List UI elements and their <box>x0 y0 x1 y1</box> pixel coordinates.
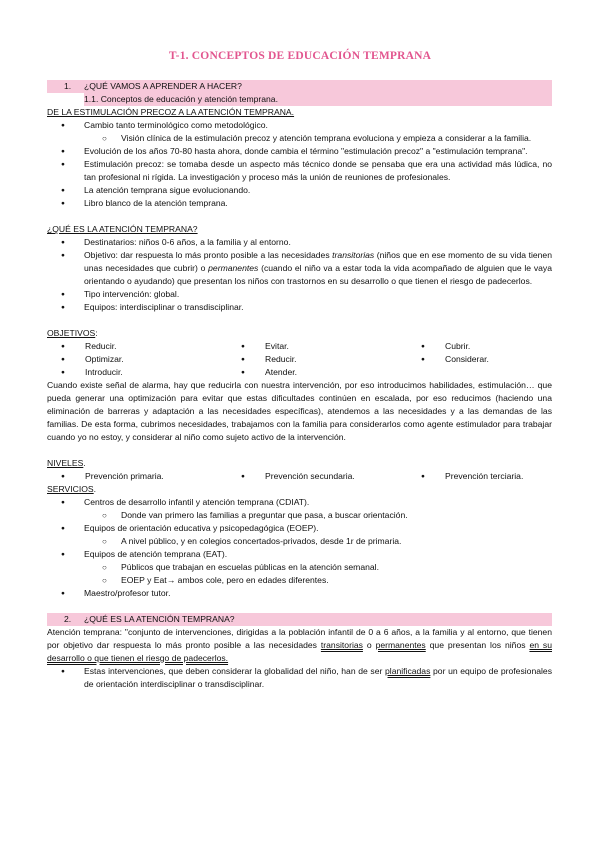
list-item: ● Cambio tanto terminológico como metodológico. <box>47 119 552 132</box>
section-number: 2. <box>64 614 72 624</box>
section-number: 1. <box>64 81 72 91</box>
section-2-heading <box>47 613 552 626</box>
section-1-heading <box>47 80 552 93</box>
page-title: T-1. CONCEPTOS DE EDUCACIÓN TEMPRANA <box>168 50 432 62</box>
objetivos-heading: OBJETIVOS: <box>47 328 98 338</box>
niveles-row <box>47 470 552 483</box>
objetivos-row-1 <box>47 340 552 353</box>
objetivos-paragraph: Cuando existe señal de alarma, hay que reducirla con nuestra intervención, por eso introducimos habilidades, estimulación… que pueda generar una optimización para evitar que estas dificultades continúen en escalada, por eso reducimos (haciendo una eliminación de barreras y adaptación a las necesidades específicas), atendemos a las necesidades y a las demandas de las familias. De esta forma, cubrimos necesidades, trabajamos con la familia para considerarlos como agente estimulador para trabajar cuando yo no estoy, y considerar al niño como sujeto activo de la intervención. <box>47 380 552 442</box>
list-item: ● Optimizar. <box>47 353 227 366</box>
sub-list-item: ○ EOEP y Eat→ ambos cole, pero en edades diferentes. <box>47 574 552 587</box>
objetivos-row-2 <box>47 353 552 366</box>
servicios-heading: SERVICIOS. <box>47 484 97 494</box>
list-item: ● Cubrir. <box>407 340 552 353</box>
list-item: ● Evitar. <box>227 340 407 353</box>
section-heading-text: ¿QUÉ ES LA ATENCIÓN TEMPRANA? <box>84 614 235 624</box>
list-item: ● Estimulación precoz: se tomaba desde un aspecto más técnico donde se pensaba que era una actividad más lúdica, no tan profesional ni rígida. La investigación y proceso más la unión de reuniones de profesionales. <box>47 158 552 184</box>
list-item: ● Estas intervenciones, que deben considerar la globalidad del niño, han de ser planificadas por un equipo de profesionales de orientación interdisciplinar o transdisciplinar. <box>47 665 552 691</box>
estimulacion-heading: DE LA ESTIMULACIÓN PRECOZ A LA ATENCIÓN TEMPRANA. <box>47 107 295 117</box>
list-item: ● Equipos: interdisciplinar o transdisciplinar. <box>47 301 552 314</box>
list-item: ● Equipos de atención temprana (EAT). <box>47 548 552 561</box>
list-item: ● Prevención secundaria. <box>227 470 407 483</box>
sub-list-item: ○ Públicos que trabajan en escuelas públicas en la atención semanal. <box>47 561 552 574</box>
list-item: ● Maestro/profesor tutor. <box>47 587 552 600</box>
list-item: ● Equipos de orientación educativa y psicopedagógica (EOEP). <box>47 522 552 535</box>
list-item: ● Tipo intervención: global. <box>47 288 552 301</box>
list-item: ● Centros de desarrollo infantil y atención temprana (CDIAT). <box>47 496 552 509</box>
list-item-objetivo: ● Objetivo: dar respuesta lo más pronto posible a las necesidades transitorias (niños que en ese momento de su vida tienen unas necesidades que cubrir) o permanentes (cuando el niño va a estar toda la vida acompañado de alguien que le vaya orientando o ayudando) que presentan los niños con trastornos en su desarrollo o que tienen el riesgo de padecerlos. <box>47 249 552 288</box>
objetivos-row-3 <box>47 366 552 379</box>
list-item: ● La atención temprana sigue evolucionando. <box>47 184 552 197</box>
definicion-list <box>47 665 552 691</box>
list-item: ● Destinatarios: niños 0-6 años, a la familia y al entorno. <box>47 236 552 249</box>
list-item: ● Prevención terciaria. <box>407 470 552 483</box>
sub-list-item: ○ A nivel público, y en colegios concertados-privados, desde 1r de primaria. <box>47 535 552 548</box>
servicios-list <box>47 496 552 600</box>
document-body <box>47 80 552 691</box>
estimulacion-list <box>47 119 552 210</box>
sub-list-item: ○ Visión clínica de la estimulación precoz y atención temprana evoluciona y empieza a considerar a la familia. <box>47 132 552 145</box>
que-es-list <box>47 236 552 314</box>
list-item: ● Introducir. <box>47 366 227 379</box>
niveles-heading: NIVELES. <box>47 458 86 468</box>
section-heading-text: ¿QUÉ VAMOS A APRENDER A HACER? <box>84 81 242 91</box>
list-item: ● Atender. <box>227 366 407 379</box>
sub-list-item: ○ Donde van primero las familias a preguntar que pasa, a buscar orientación. <box>47 509 552 522</box>
que-es-heading: ¿QUÉ ES LA ATENCIÓN TEMPRANA? <box>47 224 198 234</box>
list-item: ● Libro blanco de la atención temprana. <box>47 197 552 210</box>
list-item: ● Prevención primaria. <box>47 470 227 483</box>
list-item: ● Considerar. <box>407 353 552 366</box>
subsection-1-1: 1.1. Conceptos de educación y atención temprana. <box>84 93 552 106</box>
list-item: ● Reducir. <box>227 353 407 366</box>
list-item: ● Reducir. <box>47 340 227 353</box>
list-item: ● Evolución de los años 70-80 hasta ahora, donde cambia el término "estimulación precoz" a "estimulación temprana". <box>47 145 552 158</box>
definicion-paragraph: Atención temprana: "conjunto de intervenciones, dirigidas a la población infantil de 0 a 6 años, a la familia y al entorno, que tienen por objetivo dar respuesta lo más pronto posible a las necesidades transitorias o permanentes que presentan los niños en su desarrollo o que tienen el riesgo de padecerlos. <box>47 627 552 663</box>
